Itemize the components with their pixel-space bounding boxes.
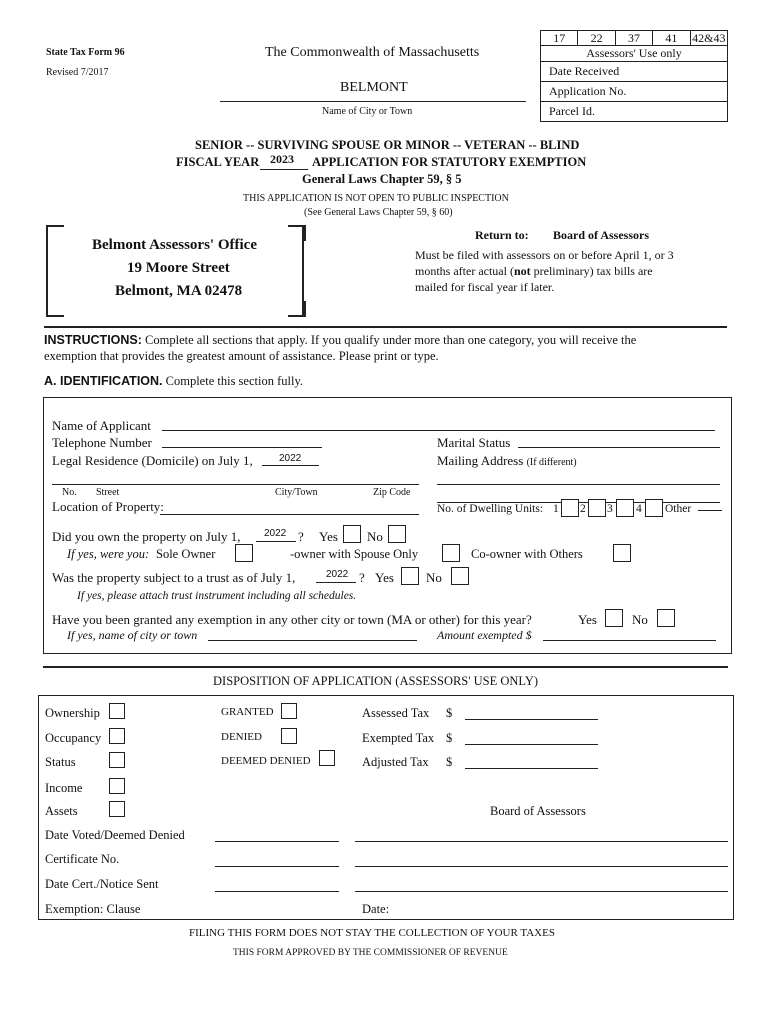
exempted-tax-label: Exempted Tax xyxy=(362,731,435,745)
granted-yes-checkbox[interactable] xyxy=(605,609,623,627)
trust-note: If yes, please attach trust instrument including all schedules. xyxy=(77,590,357,602)
assessed-tax-label: Assessed Tax xyxy=(362,706,430,720)
assessed-tax-input[interactable] xyxy=(465,719,598,720)
location-label: Location of Property: xyxy=(52,499,164,514)
bracket-bottom-right xyxy=(288,301,306,317)
mailing-address-input[interactable] xyxy=(437,484,720,485)
instructions-text1: Complete all sections that apply. If you qualify under more than one category, you will receive the xyxy=(145,333,637,347)
unit-3-checkbox[interactable] xyxy=(616,499,634,517)
code-17: 17 xyxy=(541,31,578,45)
trust-yes-label: Yes xyxy=(375,570,394,585)
own-qmark: ? xyxy=(298,529,304,544)
legal-residence-label: Legal Residence (Domicile) on July 1, xyxy=(52,453,253,468)
fiscal-year-value[interactable]: 2023 xyxy=(270,152,294,166)
granted-checkbox[interactable] xyxy=(281,703,297,719)
commonwealth-title: The Commonwealth of Massachusetts xyxy=(265,45,480,60)
legal-residence-input[interactable] xyxy=(52,484,419,485)
trust-year-line xyxy=(316,582,356,583)
zip-caption: Zip Code xyxy=(373,487,411,498)
own-no-checkbox[interactable] xyxy=(388,525,406,543)
section-a-heading: A. IDENTIFICATION. Complete this section fully. xyxy=(44,374,304,388)
bracket-top-left xyxy=(46,225,64,241)
adjusted-tax-dollar: $ xyxy=(446,755,453,769)
board-signature-line-2[interactable] xyxy=(355,866,728,867)
code-37: 37 xyxy=(616,31,653,45)
exempted-tax-input[interactable] xyxy=(465,744,598,745)
city-town-caption: City/Town xyxy=(275,487,318,498)
return-text2-a: months after actual ( xyxy=(415,264,514,278)
no-caption: No. xyxy=(62,487,77,498)
own-year-line xyxy=(256,541,296,542)
unit-4-label: 4 xyxy=(636,503,642,515)
unit-other-input[interactable] xyxy=(698,510,722,511)
footer-line1: FILING THIS FORM DOES NOT STAY THE COLLECTION OF YOUR TAXES xyxy=(189,927,555,939)
granted-no-label: No xyxy=(632,612,648,627)
unit-2-checkbox[interactable] xyxy=(588,499,606,517)
address-line1: Belmont Assessors' Office xyxy=(92,237,257,253)
street-caption: Street xyxy=(96,487,120,498)
footer-line2: THIS FORM APPROVED BY THE COMMISSIONER OF REVENUE xyxy=(233,948,508,958)
disposition-rule xyxy=(43,666,728,668)
own-year[interactable]: 2022 xyxy=(264,528,287,539)
return-text1: Must be filed with assessors on or before April 1, or 3 xyxy=(415,248,674,262)
mailing-address-label xyxy=(437,453,577,469)
parcel-id-field[interactable]: Parcel Id. xyxy=(549,104,595,118)
status-checkbox[interactable] xyxy=(109,752,125,768)
return-text2 xyxy=(415,264,653,279)
date-cert-input[interactable] xyxy=(215,891,339,892)
form-name: State Tax Form 96 xyxy=(46,47,125,58)
denied-label: DENIED xyxy=(221,731,262,743)
name-of-applicant-input[interactable] xyxy=(162,430,715,431)
public-notice-ref: (See General Laws Chapter 59, § 60) xyxy=(304,207,453,218)
assessed-tax-dollar: $ xyxy=(446,706,453,720)
adjusted-tax-input[interactable] xyxy=(465,768,598,769)
board-signature-line-1[interactable] xyxy=(355,841,728,842)
ownership-label: Ownership xyxy=(45,706,100,720)
trust-year[interactable]: 2022 xyxy=(326,569,349,580)
co-owner-spouse-label: -owner with Spouse Only xyxy=(290,547,419,561)
date-voted-input[interactable] xyxy=(215,841,339,842)
other-city-input[interactable] xyxy=(208,640,417,641)
disposition-title: DISPOSITION OF APPLICATION (ASSESSORS' USE ONLY) xyxy=(213,674,539,688)
telephone-input[interactable] xyxy=(162,447,322,448)
return-text2-not: not xyxy=(513,264,531,278)
date-voted-label: Date Voted/Deemed Denied xyxy=(45,828,185,842)
unit-3-label: 3 xyxy=(607,503,613,515)
exempted-tax-dollar: $ xyxy=(446,731,453,745)
code-42-43: 42&43 xyxy=(692,31,726,45)
use-only-label: Assessors' Use only xyxy=(541,46,727,62)
deemed-denied-checkbox[interactable] xyxy=(319,750,335,766)
instructions-label: INSTRUCTIONS: xyxy=(44,333,142,347)
board-of-assessors-label: Board of Assessors xyxy=(490,804,586,818)
exemption-clause-label: Exemption: Clause xyxy=(45,902,141,916)
revised-date: Revised 7/2017 xyxy=(46,67,109,78)
own-question: Did you own the property on July 1, xyxy=(52,529,241,544)
location-input[interactable] xyxy=(160,514,419,515)
marital-status-input[interactable] xyxy=(518,447,720,448)
title-line2-suffix: APPLICATION FOR STATUTORY EXEMPTION xyxy=(312,155,587,169)
board-signature-line-3[interactable] xyxy=(355,891,728,892)
code-row xyxy=(541,31,727,46)
occupancy-label: Occupancy xyxy=(45,731,102,745)
date-cert-label: Date Cert./Notice Sent xyxy=(45,877,159,891)
sole-owner-label: Sole Owner xyxy=(156,547,216,561)
date-label: Date: xyxy=(362,902,390,916)
ownership-checkbox[interactable] xyxy=(109,703,125,719)
income-checkbox[interactable] xyxy=(109,778,125,794)
co-owner-others-checkbox[interactable] xyxy=(613,544,631,562)
mailing-note: (If different) xyxy=(526,457,577,468)
fiscal-year-line xyxy=(260,169,308,170)
unit-2-label: 2 xyxy=(580,503,586,515)
granted-label: GRANTED xyxy=(221,706,274,718)
telephone-label: Telephone Number xyxy=(52,435,152,450)
trust-yes-checkbox[interactable] xyxy=(401,567,419,585)
city-name: BELMONT xyxy=(340,80,408,95)
title-line3: General Laws Chapter 59, § 5 xyxy=(302,172,462,186)
certificate-input[interactable] xyxy=(215,866,339,867)
city-line xyxy=(220,101,526,102)
bracket-bottom-left xyxy=(46,301,64,317)
denied-checkbox[interactable] xyxy=(281,728,297,744)
date-received-field[interactable]: Date Received xyxy=(541,62,727,82)
trust-question: Was the property subject to a trust as of July 1, xyxy=(52,570,296,585)
certificate-label: Certificate No. xyxy=(45,852,120,866)
code-22: 22 xyxy=(578,31,615,45)
occupancy-checkbox[interactable] xyxy=(109,728,125,744)
trust-qmark: ? xyxy=(359,570,365,585)
application-no-field[interactable]: Application No. xyxy=(541,82,727,102)
return-to: Board of Assessors xyxy=(553,228,650,242)
assets-label: Assets xyxy=(45,804,78,818)
address-line2: 19 Moore Street xyxy=(127,260,230,276)
own-no-label: No xyxy=(367,529,383,544)
status-label: Status xyxy=(45,755,76,769)
dwelling-units-label: No. of Dwelling Units: xyxy=(437,503,544,515)
title-line2-prefix: FISCAL YEAR xyxy=(176,155,260,169)
mailing-address-text: Mailing Address xyxy=(437,453,524,468)
marital-status-label: Marital Status xyxy=(437,435,511,450)
if-yes-were-label: If yes, were you: xyxy=(67,547,150,561)
assessors-use-box xyxy=(540,30,728,122)
instructions-line2: exemption that provides the greatest amount of assistance. Please print or type. xyxy=(44,349,439,363)
co-owner-others-label: Co-owner with Others xyxy=(471,547,583,561)
name-of-applicant-label: Name of Applicant xyxy=(52,418,151,433)
instructions-line1 xyxy=(44,333,636,348)
return-label: Return to: xyxy=(475,228,529,242)
unit-1-label: 1 xyxy=(553,503,559,515)
other-city-label: If yes, name of city or town xyxy=(67,628,198,642)
co-owner-spouse-checkbox[interactable] xyxy=(442,544,460,562)
public-notice: THIS APPLICATION IS NOT OPEN TO PUBLIC INSPECTION xyxy=(243,193,509,204)
granted-no-checkbox[interactable] xyxy=(657,609,675,627)
unit-other-label: Other xyxy=(665,503,692,515)
unit-1-checkbox[interactable] xyxy=(561,499,579,517)
own-yes-checkbox[interactable] xyxy=(343,525,361,543)
return-text3: mailed for fiscal year if later. xyxy=(415,280,555,294)
granted-yes-label: Yes xyxy=(578,612,597,627)
section-a-label: A. IDENTIFICATION. xyxy=(44,374,163,388)
address-line3: Belmont, MA 02478 xyxy=(115,283,243,299)
legal-residence-year[interactable]: 2022 xyxy=(279,453,302,464)
unit-other-checkbox[interactable] xyxy=(645,499,663,517)
own-yes-label: Yes xyxy=(319,529,338,544)
trust-no-label: No xyxy=(426,570,442,585)
assets-checkbox[interactable] xyxy=(109,801,125,817)
instructions-rule xyxy=(44,326,727,328)
legal-residence-year-line xyxy=(262,465,319,466)
section-a-sub: Complete this section fully xyxy=(165,374,300,388)
code-41: 41 xyxy=(653,31,690,45)
title-line1: SENIOR -- SURVIVING SPOUSE OR MINOR -- VETERAN -- BLIND xyxy=(195,138,580,152)
deemed-denied-label: DEEMED DENIED xyxy=(221,755,311,767)
amount-exempted-label: Amount exempted $ xyxy=(437,628,532,642)
city-caption: Name of City or Town xyxy=(322,106,413,117)
trust-no-checkbox[interactable] xyxy=(451,567,469,585)
return-text2-c: preliminary) tax bills are xyxy=(530,264,653,278)
granted-question: Have you been granted any exemption in any other city or town (MA or other) for this year? xyxy=(52,612,532,627)
sole-owner-checkbox[interactable] xyxy=(235,544,253,562)
adjusted-tax-label: Adjusted Tax xyxy=(362,755,429,769)
income-label: Income xyxy=(45,781,83,795)
amount-exempted-input[interactable] xyxy=(543,640,716,641)
